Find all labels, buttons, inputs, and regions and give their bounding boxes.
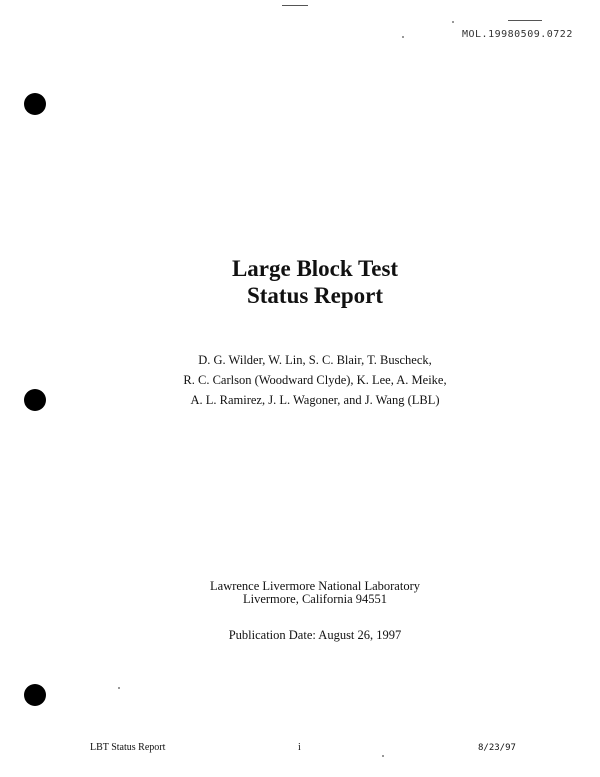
publication-date: Publication Date: August 26, 1997 <box>228 628 402 642</box>
report-title <box>0 255 600 309</box>
author-line: A. L. Ramirez, J. L. Wagoner, and J. Wang (LBL) <box>190 393 440 407</box>
author-line: D. G. Wilder, W. Lin, S. C. Blair, T. Buscheck, <box>198 353 432 367</box>
organization-name: Lawrence Livermore National Laboratory <box>210 579 420 593</box>
title-line-1: Large Block Test <box>231 256 399 281</box>
scan-speck <box>452 21 454 23</box>
scan-mark <box>282 5 308 6</box>
scan-speck <box>382 755 384 757</box>
footer-report-name: LBT Status Report <box>90 742 166 753</box>
document-id-stamp: MOL.19980509.0722 <box>462 29 573 40</box>
scan-speck <box>402 36 404 38</box>
footer-page-number: i <box>298 742 301 753</box>
punch-hole <box>24 93 46 115</box>
author-list <box>0 350 600 410</box>
scan-speck <box>118 687 120 689</box>
organization-location: Livermore, California 94551 <box>242 592 388 606</box>
author-line: R. C. Carlson (Woodward Clyde), K. Lee, A. Meike, <box>183 373 447 387</box>
footer-date: 8/23/97 <box>478 743 516 753</box>
scan-mark <box>508 20 542 21</box>
title-line-2: Status Report <box>246 283 384 308</box>
punch-hole <box>24 684 46 706</box>
organization-block <box>0 580 600 606</box>
